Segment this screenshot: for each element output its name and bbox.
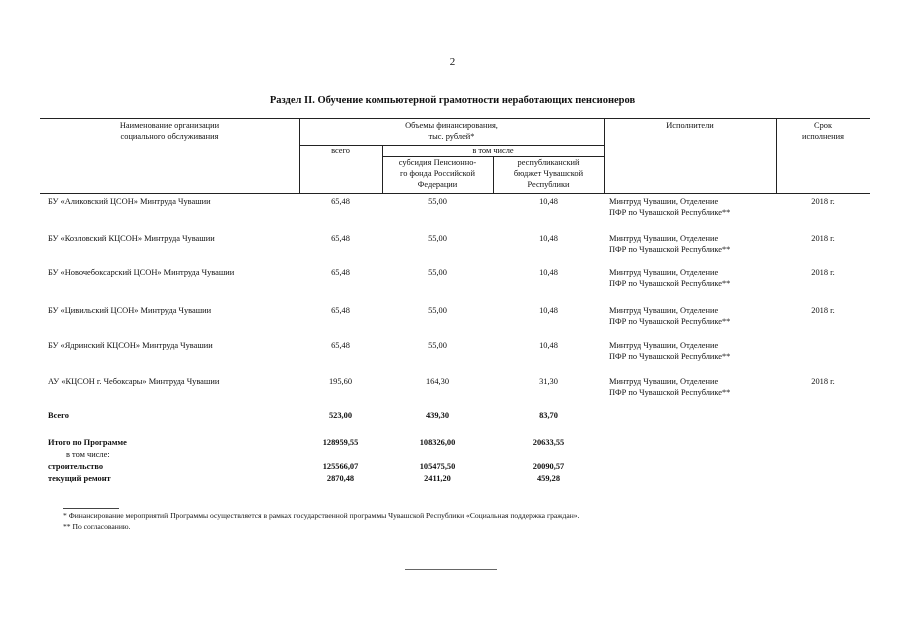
term-value: 2018 г.: [811, 377, 835, 386]
executors-line2: ПФР по Чувашской Республике**: [609, 352, 731, 362]
pfr-value: 55,00: [428, 306, 447, 315]
pfr-value: 55,00: [428, 197, 447, 206]
footnote-separator: [63, 508, 119, 509]
org-name: АУ «КЦСОН г. Чебоксары» Минтруда Чувашии: [48, 377, 220, 386]
header-rep-line2: бюджет Чувашской: [513, 169, 584, 178]
header-pfr-line2: го фонда Российской: [400, 169, 475, 178]
header-total: всего: [331, 146, 350, 155]
pfr-value: 55,00: [428, 341, 447, 350]
republic-value: 10,48: [539, 306, 558, 315]
term-value: 2018 г.: [811, 306, 835, 315]
executors-line2: ПФР по Чувашской Республике**: [609, 245, 731, 255]
executors-line1: Минтруд Чувашии, Отделение: [609, 197, 719, 206]
executors-line1: Минтруд Чувашии, Отделение: [609, 306, 719, 315]
term-value: 2018 г.: [811, 268, 835, 277]
executors-line1: Минтруд Чувашии, Отделение: [609, 234, 719, 243]
executors-line1: Минтруд Чувашии, Отделение: [609, 341, 719, 350]
total-value: 65,48: [331, 341, 350, 350]
executors-line2: ПФР по Чувашской Республике**: [609, 388, 731, 398]
header-republic: [493, 157, 604, 190]
table-header-bottom-border: [40, 193, 870, 194]
header-org: [40, 121, 299, 142]
header-term-line2: исполнения: [802, 131, 844, 141]
org-name: БУ «Аликовский ЦСОН» Минтруда Чувашии: [48, 197, 211, 206]
repair-pfr: 2411,20: [424, 474, 451, 483]
header-org-line2: социального обслуживания: [120, 131, 219, 141]
pfr-value: 55,00: [428, 268, 447, 277]
pfr-value: 164,30: [425, 377, 450, 386]
total-label: Всего: [48, 411, 69, 420]
executors-line2: ПФР по Чувашской Республике**: [609, 279, 731, 289]
republic-value: 31,30: [539, 377, 558, 386]
header-including: в том числе: [472, 146, 514, 155]
executors-line2: ПФР по Чувашской Республике**: [609, 208, 731, 218]
construction-sum: 125566,07: [322, 462, 359, 471]
footnote-2: ** По согласованию.: [63, 522, 131, 531]
header-rep-line1: республиканский: [517, 158, 580, 167]
program-total-sum: 128959,55: [322, 438, 359, 447]
header-pfr-line1: субсидия Пенсионно-: [398, 158, 477, 167]
org-name: БУ «Козловский КЦСОН» Минтруда Чувашии: [48, 234, 215, 243]
page-number: 2: [449, 56, 456, 68]
including-label: в том числе:: [66, 450, 110, 459]
header-rep-line3: Республики: [527, 180, 570, 189]
executors-line1: Минтруд Чувашии, Отделение: [609, 268, 719, 277]
org-name: БУ «Ядринский КЦСОН» Минтруда Чувашии: [48, 341, 213, 350]
header-pfr: [382, 157, 493, 190]
program-total-label: Итого по Программе: [48, 438, 127, 447]
republic-value: 10,48: [539, 234, 558, 243]
header-org-line1: Наименование организации: [119, 121, 220, 130]
org-name: БУ «Цивильский ЦСОН» Минтруда Чувашии: [48, 306, 212, 315]
total-value: 195,60: [328, 377, 353, 386]
org-name: БУ «Новочебоксарский ЦСОН» Минтруда Чувашии: [48, 268, 235, 277]
total-value: 65,48: [331, 306, 350, 315]
program-total-republic: 20633,55: [532, 438, 565, 447]
construction-pfr: 105475,50: [419, 462, 456, 471]
executors-text: [609, 340, 769, 362]
total-republic: 83,70: [539, 411, 558, 420]
executors-line2: ПФР по Чувашской Республике**: [609, 317, 731, 327]
repair-republic: 459,28: [536, 474, 561, 483]
footer-rule: [405, 569, 497, 570]
header-funding-line1: Объемы финансирования,: [405, 121, 498, 130]
table-top-border: [40, 118, 870, 119]
section-title: Раздел II. Обучение компьютерной грамотности неработающих пенсионеров: [269, 95, 636, 106]
total-sum: 523,00: [328, 411, 353, 420]
executors-text: [609, 267, 769, 289]
footnote-1: * Финансирование мероприятий Программы осуществляется в рамках государственной программы Чувашской Республики «Социальная поддержка граждан».: [63, 511, 580, 520]
executors-text: [609, 376, 769, 398]
executors-text: [609, 305, 769, 327]
header-executors: Исполнители: [666, 121, 714, 130]
total-value: 65,48: [331, 234, 350, 243]
total-pfr: 439,30: [425, 411, 450, 420]
pfr-value: 55,00: [428, 234, 447, 243]
total-value: 65,48: [331, 268, 350, 277]
total-value: 65,48: [331, 197, 350, 206]
repair-sum: 2870,48: [326, 474, 355, 483]
construction-republic: 20090,57: [532, 462, 565, 471]
header-pfr-line3: Федерации: [417, 180, 458, 189]
header-term: [776, 121, 870, 142]
term-value: 2018 г.: [811, 197, 835, 206]
repair-label: текущий ремонт: [48, 474, 111, 483]
executors-line1: Минтруд Чувашии, Отделение: [609, 377, 719, 386]
republic-value: 10,48: [539, 197, 558, 206]
construction-label: строительство: [48, 462, 104, 471]
republic-value: 10,48: [539, 268, 558, 277]
executors-text: [609, 196, 769, 218]
header-funding-line2: тыс. рублей*: [428, 131, 475, 141]
republic-value: 10,48: [539, 341, 558, 350]
program-total-pfr: 108326,00: [419, 438, 456, 447]
term-value: 2018 г.: [811, 234, 835, 243]
executors-text: [609, 233, 769, 255]
header-funding: [299, 121, 604, 142]
header-term-line1: Срок: [813, 121, 833, 130]
